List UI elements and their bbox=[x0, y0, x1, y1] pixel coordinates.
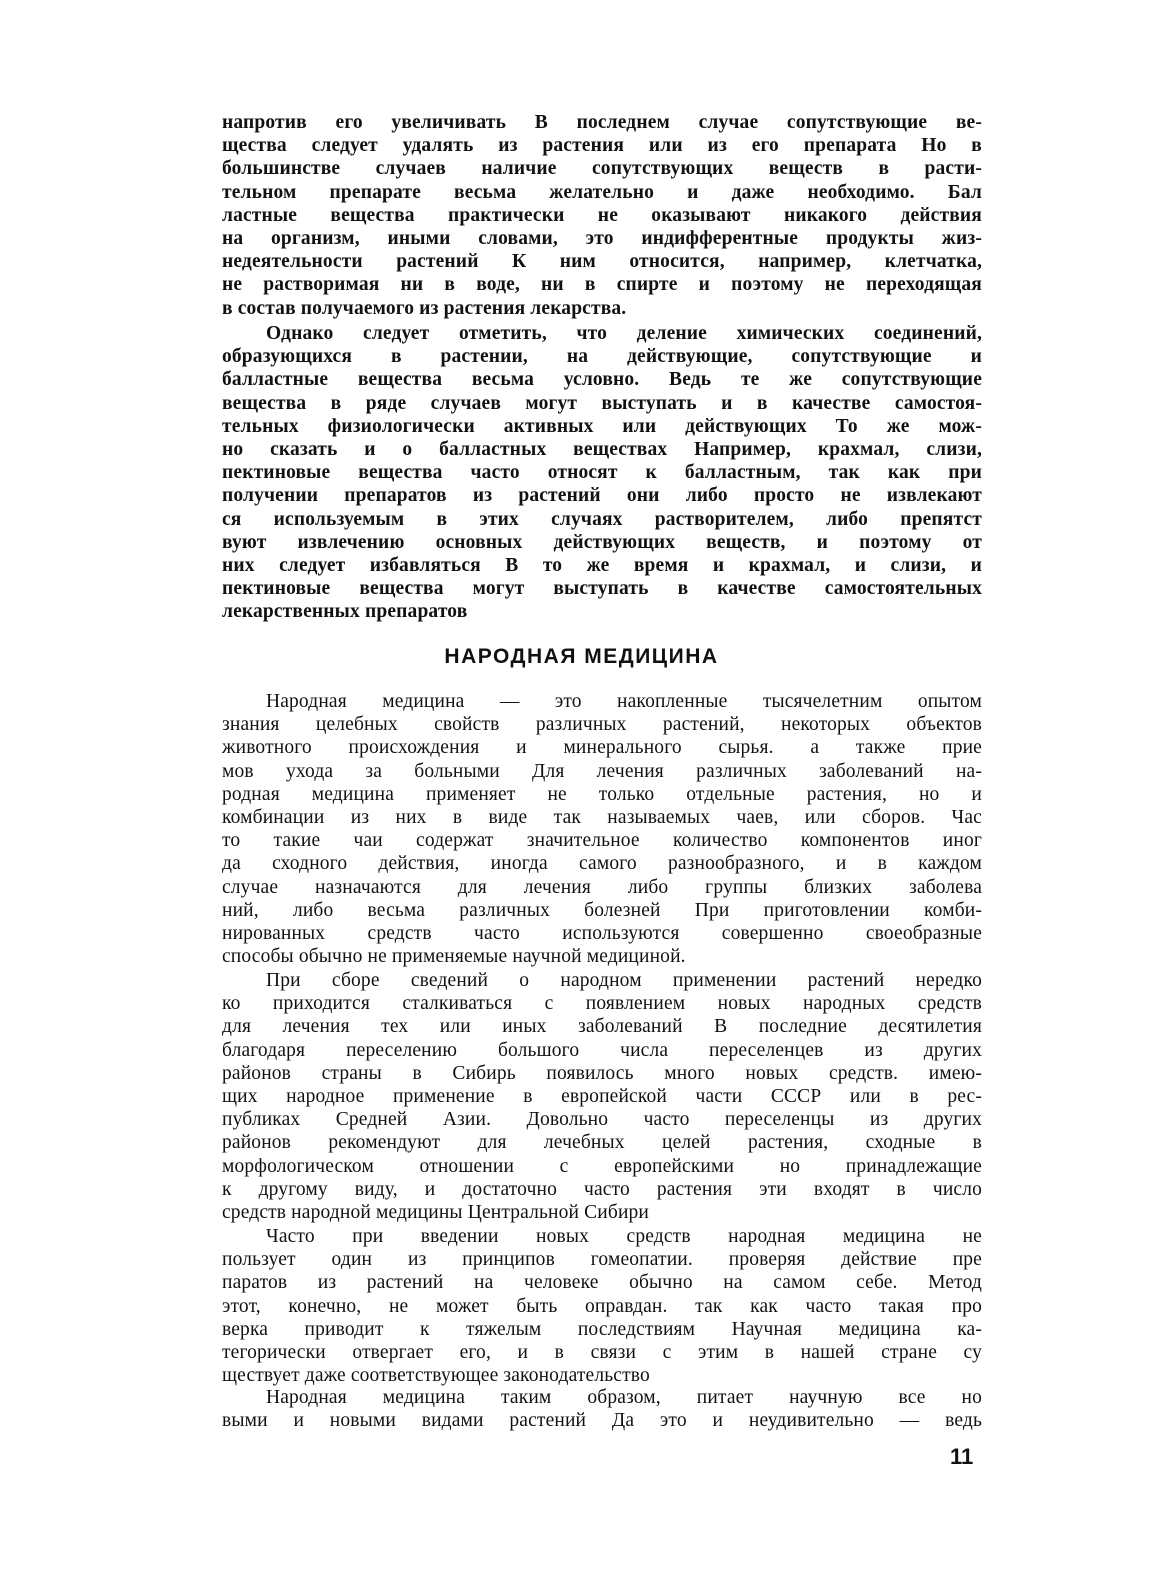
paragraph bbox=[222, 322, 982, 623]
text-line: образующихся в растении, на действующие, сопутствующие и bbox=[222, 346, 982, 368]
text-line: средств народной медицины Центральной Сибири bbox=[222, 1201, 650, 1223]
text-line: для лечения тех или иных заболеваний В последние десятилетия bbox=[222, 1016, 982, 1038]
text-line: тегорически отвергает его, и в связи с этим в нашей стране су bbox=[222, 1341, 982, 1363]
text-line: недеятельности растений К ним относится, например, клетчатка, bbox=[222, 251, 982, 273]
text-line: большинстве случаев наличие сопутствующих веществ в расти- bbox=[222, 158, 982, 180]
text-line: тельных физиологически активных или действующих То же мож- bbox=[222, 415, 982, 437]
text-line: на организм, иными словами, это индифферентные продукты жиз- bbox=[222, 227, 982, 249]
text-line: балластные вещества весьма условно. Ведь те же сопутствующие bbox=[222, 369, 982, 391]
text-line: этот, конечно, не может быть оправдан. так как часто такая про bbox=[222, 1295, 982, 1317]
text-line: животного происхождения и минерального сырья. а также прие bbox=[222, 737, 982, 759]
text-line: Народная медицина — это накопленные тысячелетним опытом bbox=[266, 691, 982, 712]
text-line: но сказать и о балластных веществах Например, крахмал, слизи, bbox=[222, 438, 982, 460]
text-line: мов ухода за больными Для лечения различных заболеваний на- bbox=[222, 760, 982, 782]
text-line: не растворимая ни в воде, ни в спирте и поэтому не переходящая bbox=[222, 274, 982, 296]
text-line: благодаря переселению большого числа переселенцев из других bbox=[222, 1039, 982, 1061]
text-line: знания целебных свойств различных растений, некоторых объектов bbox=[222, 714, 982, 736]
text-line: вуют извлечению основных действующих веществ, и поэтому от bbox=[222, 531, 982, 553]
text-line: При сборе сведений о народном применении растений нередко bbox=[266, 970, 982, 991]
text-line: нированных средств часто используются совершенно своеобразные bbox=[222, 922, 982, 944]
section-heading: НАРОДНАЯ МЕДИЦИНА bbox=[444, 645, 719, 668]
text-line: них следует избавляться В то же время и крахмал, и слизи, и bbox=[222, 554, 982, 576]
paragraph bbox=[222, 1386, 982, 1432]
text-line: родная медицина применяет не только отдельные растения, но и bbox=[222, 783, 982, 805]
text-line: районов рекомендуют для лечебных целей растения, сходные в bbox=[222, 1132, 982, 1154]
text-line: верка приводит к тяжелым последствиям Научная медицина ка- bbox=[222, 1318, 982, 1340]
text-line: да сходного действия, иногда самого разнообразного, и в каждом bbox=[222, 853, 982, 875]
text-line: случае назначаются для лечения либо группы близких заболева bbox=[222, 876, 982, 898]
paragraph bbox=[222, 1225, 982, 1387]
text-line: к другому виду, и достаточно часто растения эти входят в число bbox=[222, 1178, 982, 1200]
text-line: Народная медицина таким образом, питает научную все но bbox=[266, 1387, 982, 1408]
text-line: то такие чаи содержат значительное количество компонентов иног bbox=[222, 830, 982, 852]
text-line: комбинации из них в виде так называемых чаев, или сборов. Час bbox=[222, 806, 982, 828]
page-number: 11 bbox=[950, 1444, 974, 1469]
text-line: ко приходится сталкиваться с появлением новых народных средств bbox=[222, 993, 982, 1015]
text-line: публиках Средней Азии. Довольно часто переселенцы из других bbox=[222, 1109, 982, 1131]
paragraph bbox=[222, 969, 982, 1224]
text-line: ся используемым в этих случаях растворителем, либо препятст bbox=[222, 508, 982, 530]
text-line: ществует даже соответствующее законодательство bbox=[222, 1365, 650, 1387]
text-line: ний, либо весьма различных болезней При приготовлении комби- bbox=[222, 899, 982, 921]
text-line: получении препаратов из растений они либо просто не извлекают bbox=[222, 485, 982, 507]
paragraph bbox=[222, 690, 982, 968]
text-line: пектиновые вещества часто относят к балластным, так как при bbox=[222, 462, 982, 484]
text-line: лекарственных препаратов bbox=[222, 601, 468, 623]
text-line: вещества в ряде случаев могут выступать и в качестве самостоя- bbox=[222, 392, 982, 414]
text-line: Однако следует отметить, что деление химических соединений, bbox=[266, 323, 982, 344]
text-line: пектиновые вещества могут выступать в качестве самостоятельных bbox=[222, 578, 982, 600]
text-line: способы обычно не применяемые научной медициной. bbox=[222, 946, 686, 968]
paragraph-continuation bbox=[222, 111, 982, 320]
text-line: ластные вещества практически не оказывают никакого действия bbox=[222, 204, 982, 226]
text-line: пользует один из принципов гомеопатии. проверяя действие пре bbox=[222, 1249, 982, 1271]
text-line: морфологическом отношении с европейскими но принадлежащие bbox=[222, 1155, 982, 1177]
text-line: Часто при введении новых средств народная медицина не bbox=[266, 1226, 982, 1247]
text-line: районов страны в Сибирь появилось много новых средств. имею- bbox=[222, 1062, 982, 1084]
text-line: щества следует удалять из растения или из его препарата Но в bbox=[222, 135, 982, 157]
text-line: паратов из растений на человеке обычно на самом себе. Метод bbox=[222, 1272, 982, 1294]
text-line: тельном препарате весьма желательно и даже необходимо. Бал bbox=[222, 181, 982, 203]
text-line: щих народное применение в европейской части СССР или в рес- bbox=[222, 1085, 982, 1107]
text-line: напротив его увеличивать В последнем случае сопутствующие ве- bbox=[222, 112, 982, 133]
text-line: в состав получаемого из растения лекарства. bbox=[222, 297, 627, 319]
text-line: выми и новыми видами растений Да это и неудивительно — ведь bbox=[222, 1410, 982, 1432]
